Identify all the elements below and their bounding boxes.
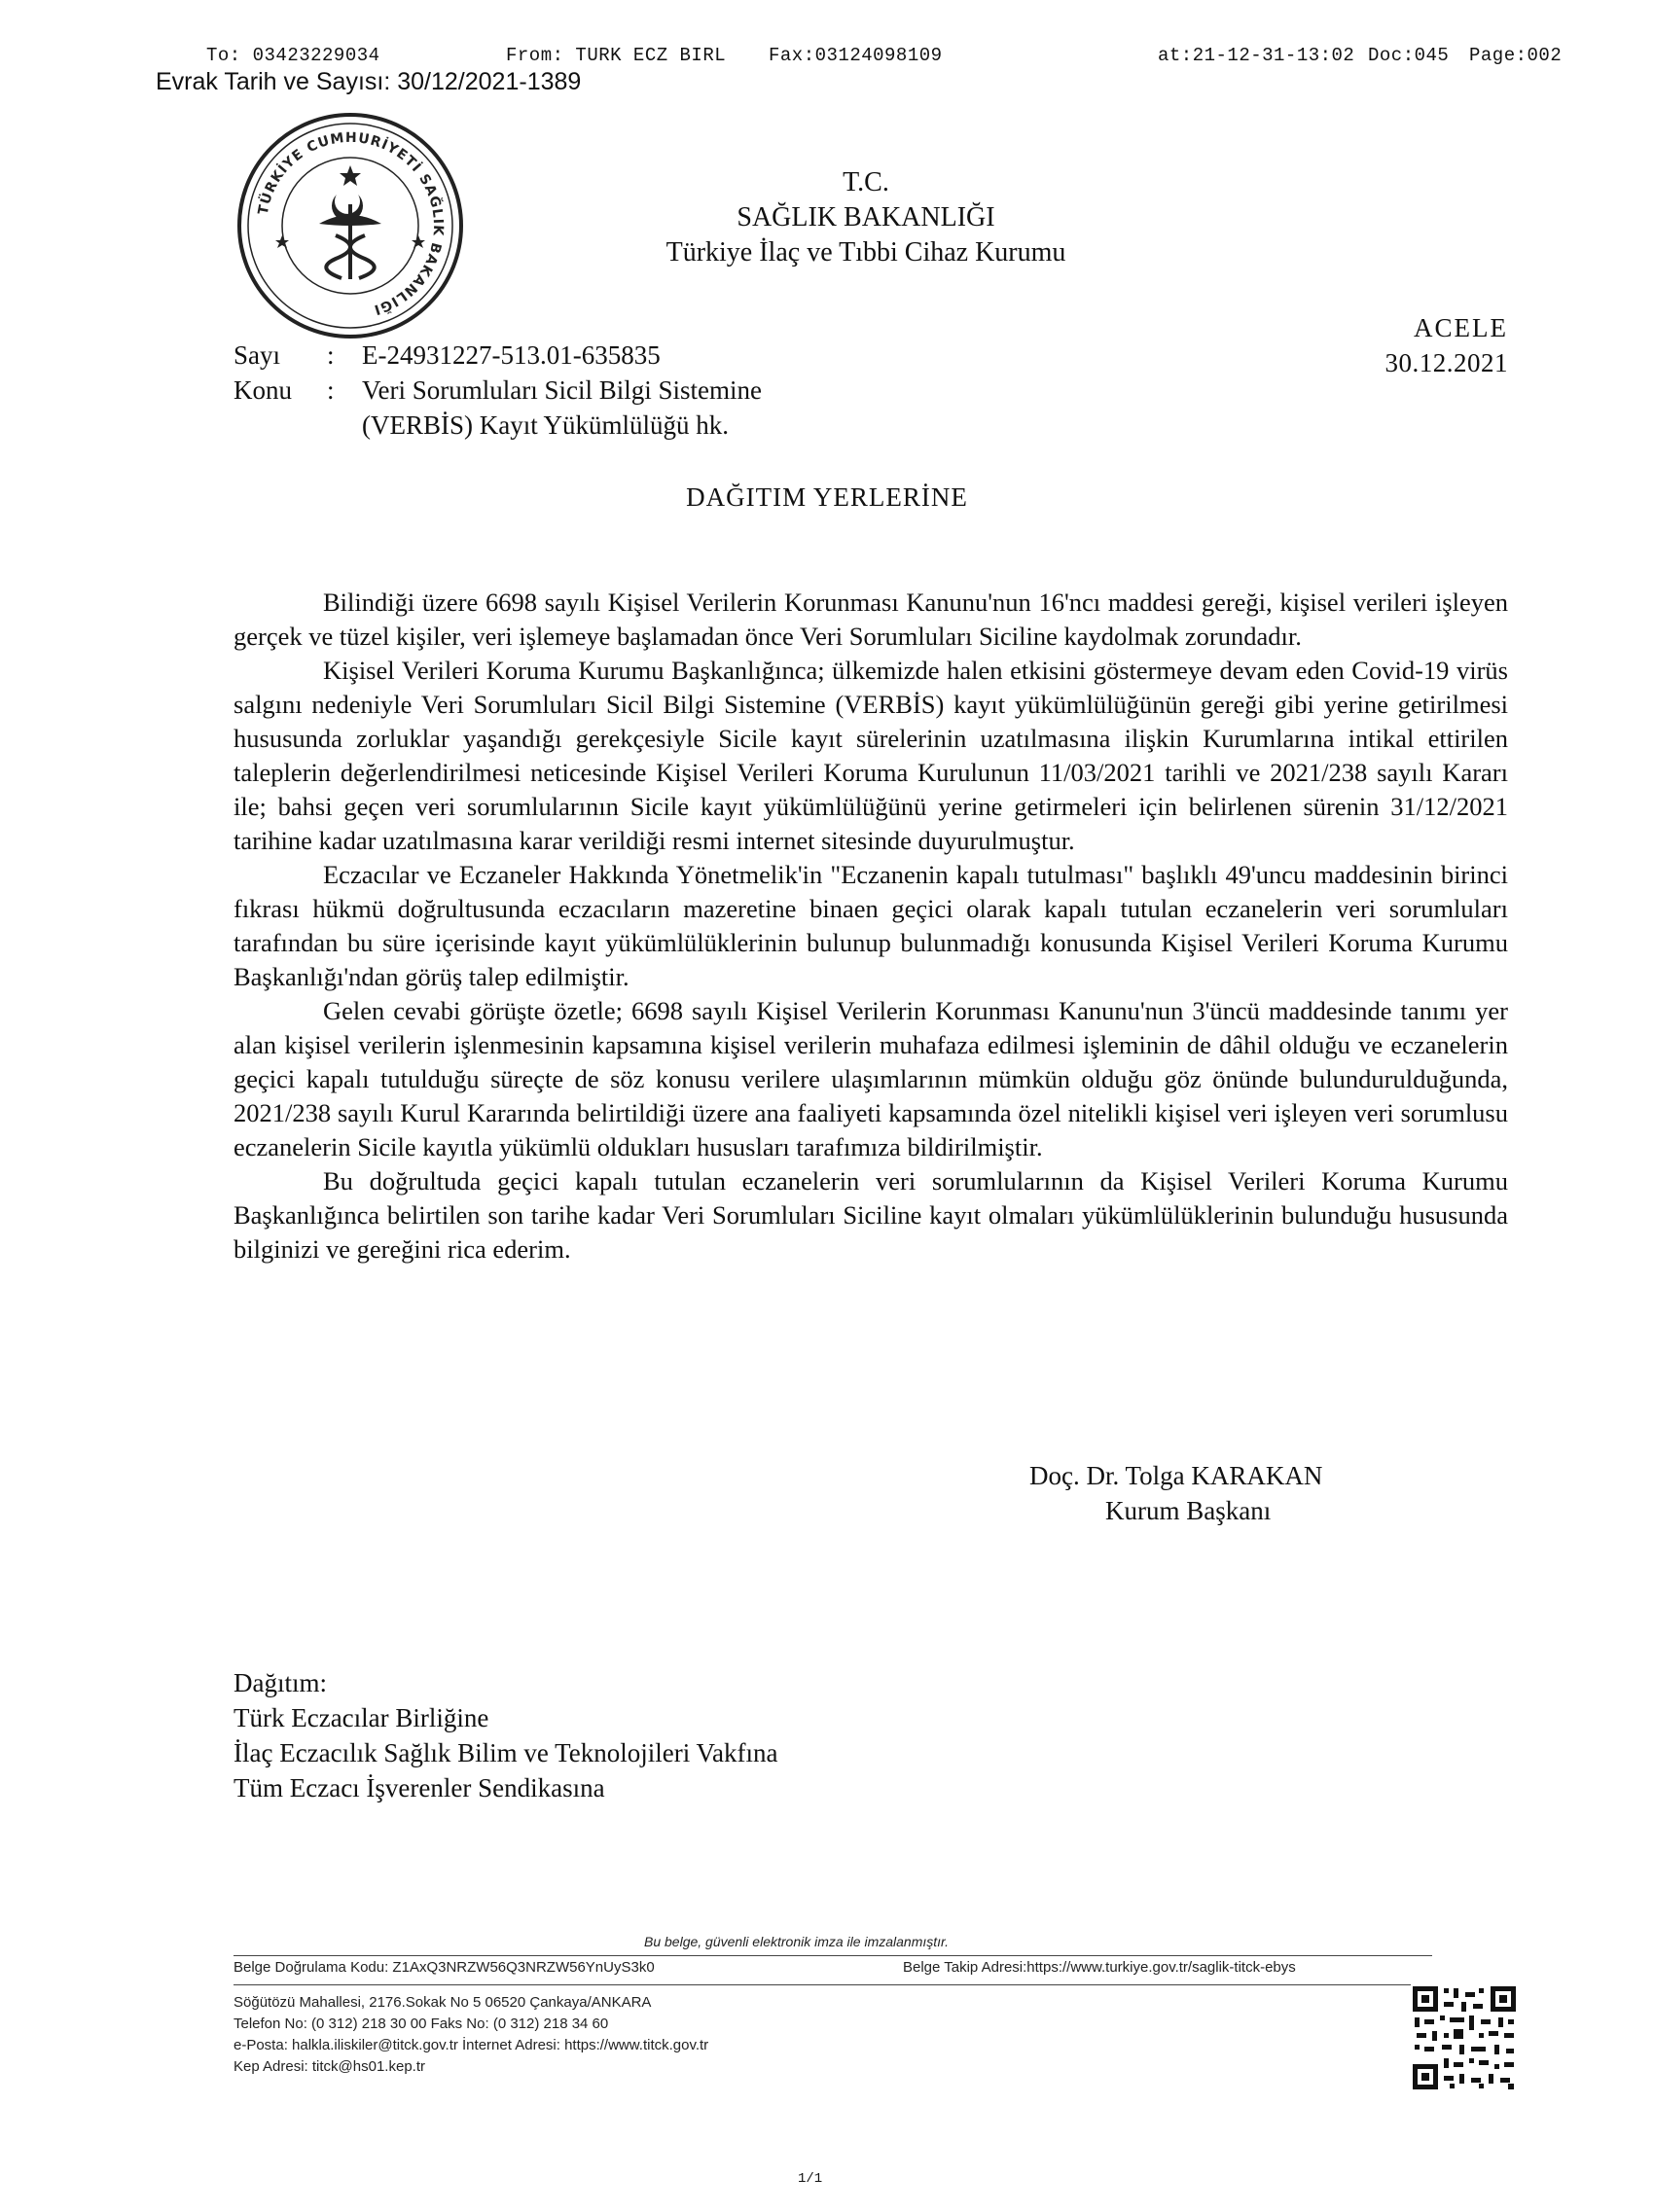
seal-text: TÜRKİYE CUMHURİYETİ SAĞLIK BAKANLIĞI bbox=[255, 129, 447, 318]
konu-value-line2: (VERBİS) Kayıt Yükümlülüğü hk. bbox=[362, 410, 729, 440]
fax-from: From: TURK ECZ BIRL bbox=[506, 45, 727, 66]
fax-timestamp: at:21-12-31-13:02 bbox=[1158, 45, 1355, 66]
signatory-title: Kurum Başkanı bbox=[1105, 1496, 1272, 1525]
fax-doc: Doc:045 bbox=[1368, 45, 1450, 66]
verification-code: Belge Doğrulama Kodu: Z1AxQ3NRZW56Q3NRZW56YnUyS3k0 bbox=[234, 1959, 655, 1976]
qr-code bbox=[1411, 1984, 1518, 2091]
kep-address: Kep Adresi: titck@hs01.kep.tr bbox=[234, 2058, 425, 2075]
footer-divider-bottom bbox=[234, 1984, 1432, 1985]
email-website: e-Posta: halkla.iliskiler@titck.gov.tr İnternet Adresi: https://www.titck.gov.tr bbox=[234, 2037, 709, 2053]
signatory-name: Doç. Dr. Tolga KARAKAN bbox=[1029, 1461, 1323, 1490]
konu-separator: : bbox=[327, 375, 335, 405]
distribution-label: Dağıtım: bbox=[234, 1668, 327, 1697]
distribution-item: Türk Eczacılar Birliğine bbox=[234, 1703, 489, 1732]
tracking-address: Belge Takip Adresi:https://www.turkiye.gov.tr/saglik-titck-ebys bbox=[903, 1959, 1296, 1976]
sayi-separator: : bbox=[327, 340, 335, 370]
ministry-heading: SAĞLIK BAKANLIĞI bbox=[737, 202, 995, 232]
postal-address: Söğütözü Mahallesi, 2176.Sokak No 5 06520 Çankaya/ANKARA bbox=[234, 1994, 652, 2011]
distribution-list bbox=[234, 1665, 777, 1805]
distribution-item: Tüm Eczacı İşverenler Sendikasına bbox=[234, 1773, 605, 1802]
sayi-label: Sayı bbox=[234, 340, 281, 370]
document-registry-stamp: Evrak Tarih ve Sayısı: 30/12/2021-1389 bbox=[156, 68, 582, 95]
konu-label: Konu bbox=[234, 375, 292, 405]
fax-page: Page:002 bbox=[1469, 45, 1563, 66]
paragraph: Kişisel Verileri Koruma Kurumu Başkanlığınca; ülkemizde halen etkisini göstermeye devam eden Covid-19 virüs salgını nedeniyle Veri Sorumluları Sicil Bilgi Sistemine (VERBİS) kayıt yükümlülüğünün gereği gibi yerine getirilmesi hususunda zorluklar yaşandığı gerekçesiyle Sicile kayıt sürelerinin uzatılmasına ilişkin Kurumlarına intikal ettirilen taleplerin değerlendirilmesi neticesinde Kişisel Verileri Koruma Kurulunun 11/03/2021 tarihli ve 2021/238 sayılı Kararı ile; bahsi geçen veri sorumlularının Sicile kayıt yükümlülüğünü yerine getirmeleri için belirlenen sürenin 31/12/2021 tarihine kadar uzatılmasına karar verildiği resmi internet sitesinde duyurulmuştur. bbox=[234, 656, 1508, 855]
tc-heading: T.C. bbox=[843, 167, 889, 197]
document-date: 30.12.2021 bbox=[1384, 348, 1508, 377]
sayi-value: E-24931227-513.01-635835 bbox=[362, 340, 661, 370]
paragraph: Eczacılar ve Eczaneler Hakkında Yönetmelik'in "Eczanenin kapalı tutulması" başlıklı 49'uncu maddesinin birinci fıkrası hükmü doğrultusunda eczacıların mazeretine binaen geçici olarak kapalı tutulan eczanelerin veri sorumluları tarafından bu süre içerisinde kayıt yükümlülüklerinin bulunup bulunmadığı konusunda Kişisel Verileri Koruma Kurumu Başkanlığı'ndan görüş talep edilmiştir. bbox=[234, 860, 1508, 991]
phone-fax: Telefon No: (0 312) 218 30 00 Faks No: (0 312) 218 34 60 bbox=[234, 2016, 609, 2032]
fax-number: Fax:03124098109 bbox=[769, 45, 943, 66]
ministry-seal bbox=[234, 109, 467, 342]
footer-divider-top bbox=[234, 1955, 1432, 1956]
agency-heading: Türkiye İlaç ve Tıbbi Cihaz Kurumu bbox=[665, 237, 1066, 268]
page-number: 1/1 bbox=[798, 2171, 823, 2187]
addressee-heading: DAĞITIM YERLERİNE bbox=[686, 482, 968, 512]
paragraph: Gelen cevabi görüşte özetle; 6698 sayılı Kişisel Verilerin Korunması Kanunu'nun 3'üncü maddesinde tanımı yer alan kişisel verilerin işlenmesinin kapsamına kişisel verilerin muhafaza edilmesi işleminin de dâhil olduğu ve eczanelerin geçici kapalı tutulduğu süreçte de söz konusu verilere ulaşımlarının mümkün olduğu göz önünde bulundurulduğunda, 2021/238 sayılı Kurul Kararında belirtildiği üzere ana faaliyeti kapsamında özel nitelikli kişisel veri işleyen veri sorumlusu eczanelerin Sicile kayıtla yükümlü oldukları hususları tarafımıza bildirilmiştir. bbox=[234, 996, 1508, 1161]
distribution-item: İlaç Eczacılık Sağlık Bilim ve Teknolojileri Vakfına bbox=[234, 1738, 778, 1767]
fax-to: To: 03423229034 bbox=[206, 45, 380, 66]
paragraph: Bu doğrultuda geçici kapalı tutulan eczanelerin veri sorumlularının da Kişisel Verileri Koruma Kurumu Başkanlığınca belirtilen son tarihe kadar Veri Sorumluları Siciline kayıt olmaları yükümlülüklerinin bulunduğu hususunda bilginizi ve gereğini rica ederim. bbox=[234, 1166, 1508, 1264]
letter-body bbox=[234, 586, 1508, 1267]
priority-label: ACELE bbox=[1414, 313, 1508, 342]
konu-value-line1: Veri Sorumluları Sicil Bilgi Sistemine bbox=[362, 375, 762, 405]
e-signature-notice: Bu belge, güvenli elektronik imza ile imzalanmıştır. bbox=[644, 1934, 950, 1949]
paragraph: Bilindiği üzere 6698 sayılı Kişisel Verilerin Korunması Kanunu'nun 16'ncı maddesi gereği, kişisel verileri işleyen gerçek ve tüzel kişiler, veri işlemeye başlamadan önce Veri Sorumluları Siciline kaydolmak zorundadır. bbox=[234, 588, 1508, 651]
